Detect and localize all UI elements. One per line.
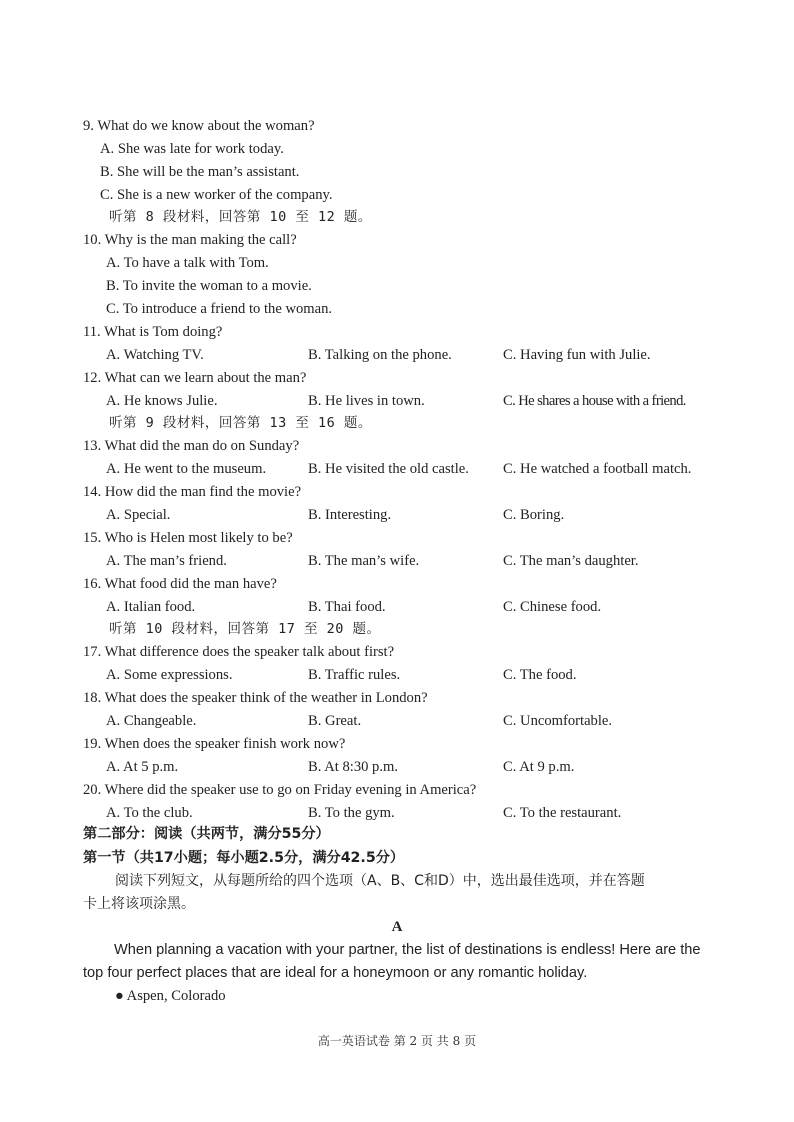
q19-option-c: C. At 9 p.m. [503, 759, 575, 775]
question-16-stem: 16. What food did the man have? [83, 576, 277, 592]
q10-option-a: A. To have a talk with Tom. [106, 255, 269, 271]
q13-option-b: B. He visited the old castle. [308, 461, 469, 477]
q12-option-b: B. He lives in town. [308, 393, 425, 409]
section1-title: 第一节（共17小题；每小题2.5分，满分42.5分） [83, 850, 405, 866]
q18-option-a: A. Changeable. [106, 713, 197, 729]
q11-option-b: B. Talking on the phone. [308, 347, 452, 363]
question-12-stem: 12. What can we learn about the man? [83, 370, 307, 386]
bullet-aspen: ● Aspen, Colorado [115, 988, 226, 1004]
q20-option-c: C. To the restaurant. [503, 805, 622, 821]
question-17-stem: 17. What difference does the speaker talk about first? [83, 644, 395, 660]
question-11-stem: 11. What is Tom doing? [83, 324, 223, 340]
q11-option-a: A. Watching TV. [106, 347, 204, 363]
q14-option-c: C. Boring. [503, 507, 565, 523]
q15-option-c: C. The man’s daughter. [503, 553, 639, 569]
q16-option-c: C. Chinese food. [503, 599, 602, 615]
q12-option-a: A. He knows Julie. [106, 393, 218, 409]
q9-option-c: C. She is a new worker of the company. [100, 187, 333, 203]
question-18-stem: 18. What does the speaker think of the weather in London? [83, 690, 428, 706]
q14-option-a: A. Special. [106, 507, 171, 523]
question-10-stem: 10. Why is the man making the call? [83, 232, 297, 248]
q12-option-c: C. He shares a house with a friend. [503, 393, 686, 409]
q10-option-b: B. To invite the woman to a movie. [106, 278, 312, 294]
q14-option-b: B. Interesting. [308, 507, 392, 523]
q17-option-a: A. Some expressions. [106, 667, 233, 683]
directions-line-1: 阅读下列短文，从每题所给的四个选项（A、B、C和D）中，选出最佳选项，并在答题 [115, 873, 645, 889]
q15-option-b: B. The man’s wife. [308, 553, 420, 569]
q19-option-a: A. At 5 p.m. [106, 759, 179, 775]
q16-option-b: B. Thai food. [308, 599, 386, 615]
part2-title: 第二部分：阅读（共两节，满分55分） [83, 826, 330, 842]
passage-line-2: top four perfect places that are ideal for a honeymoon or any romantic holiday. [83, 965, 588, 981]
passage-line-1: When planning a vacation with your partner, the list of destinations is endless! Here are the [114, 942, 701, 958]
q18-option-c: C. Uncomfortable. [503, 713, 613, 729]
q20-option-b: B. To the gym. [308, 805, 395, 821]
q20-option-a: A. To the club. [106, 805, 193, 821]
q17-option-c: C. The food. [503, 667, 577, 683]
q17-option-b: B. Traffic rules. [308, 667, 401, 683]
question-19-stem: 19. When does the speaker finish work now? [83, 736, 346, 752]
q13-option-a: A. He went to the museum. [106, 461, 267, 477]
question-9-stem: 9. What do we know about the woman? [83, 118, 315, 134]
question-20-stem: 20. Where did the speaker use to go on Friday evening in America? [83, 782, 477, 798]
q18-option-b: B. Great. [308, 713, 362, 729]
passage-label: A [391, 919, 403, 935]
instruction-part-10: 听第 10 段材料，回答第 17 至 20 题。 [109, 621, 381, 637]
question-13-stem: 13. What did the man do on Sunday? [83, 438, 300, 454]
q19-option-b: B. At 8:30 p.m. [308, 759, 399, 775]
question-15-stem: 15. Who is Helen most likely to be? [83, 530, 293, 546]
q9-option-a: A. She was late for work today. [100, 141, 284, 157]
q9-option-b: B. She will be the man’s assistant. [100, 164, 300, 180]
instruction-part-9: 听第 9 段材料，回答第 13 至 16 题。 [109, 415, 372, 431]
instruction-part-8: 听第 8 段材料，回答第 10 至 12 题。 [109, 209, 372, 225]
q10-option-c: C. To introduce a friend to the woman. [106, 301, 333, 317]
q11-option-c: C. Having fun with Julie. [503, 347, 651, 363]
q16-option-a: A. Italian food. [106, 599, 196, 615]
q15-option-a: A. The man’s friend. [106, 553, 227, 569]
question-14-stem: 14. How did the man find the movie? [83, 484, 302, 500]
q13-option-c: C. He watched a football match. [503, 461, 692, 477]
page-footer: 高一英语试卷 第 2 页 共 8 页 [317, 1034, 477, 1048]
directions-line-2: 卡上将该项涂黑。 [83, 896, 195, 912]
